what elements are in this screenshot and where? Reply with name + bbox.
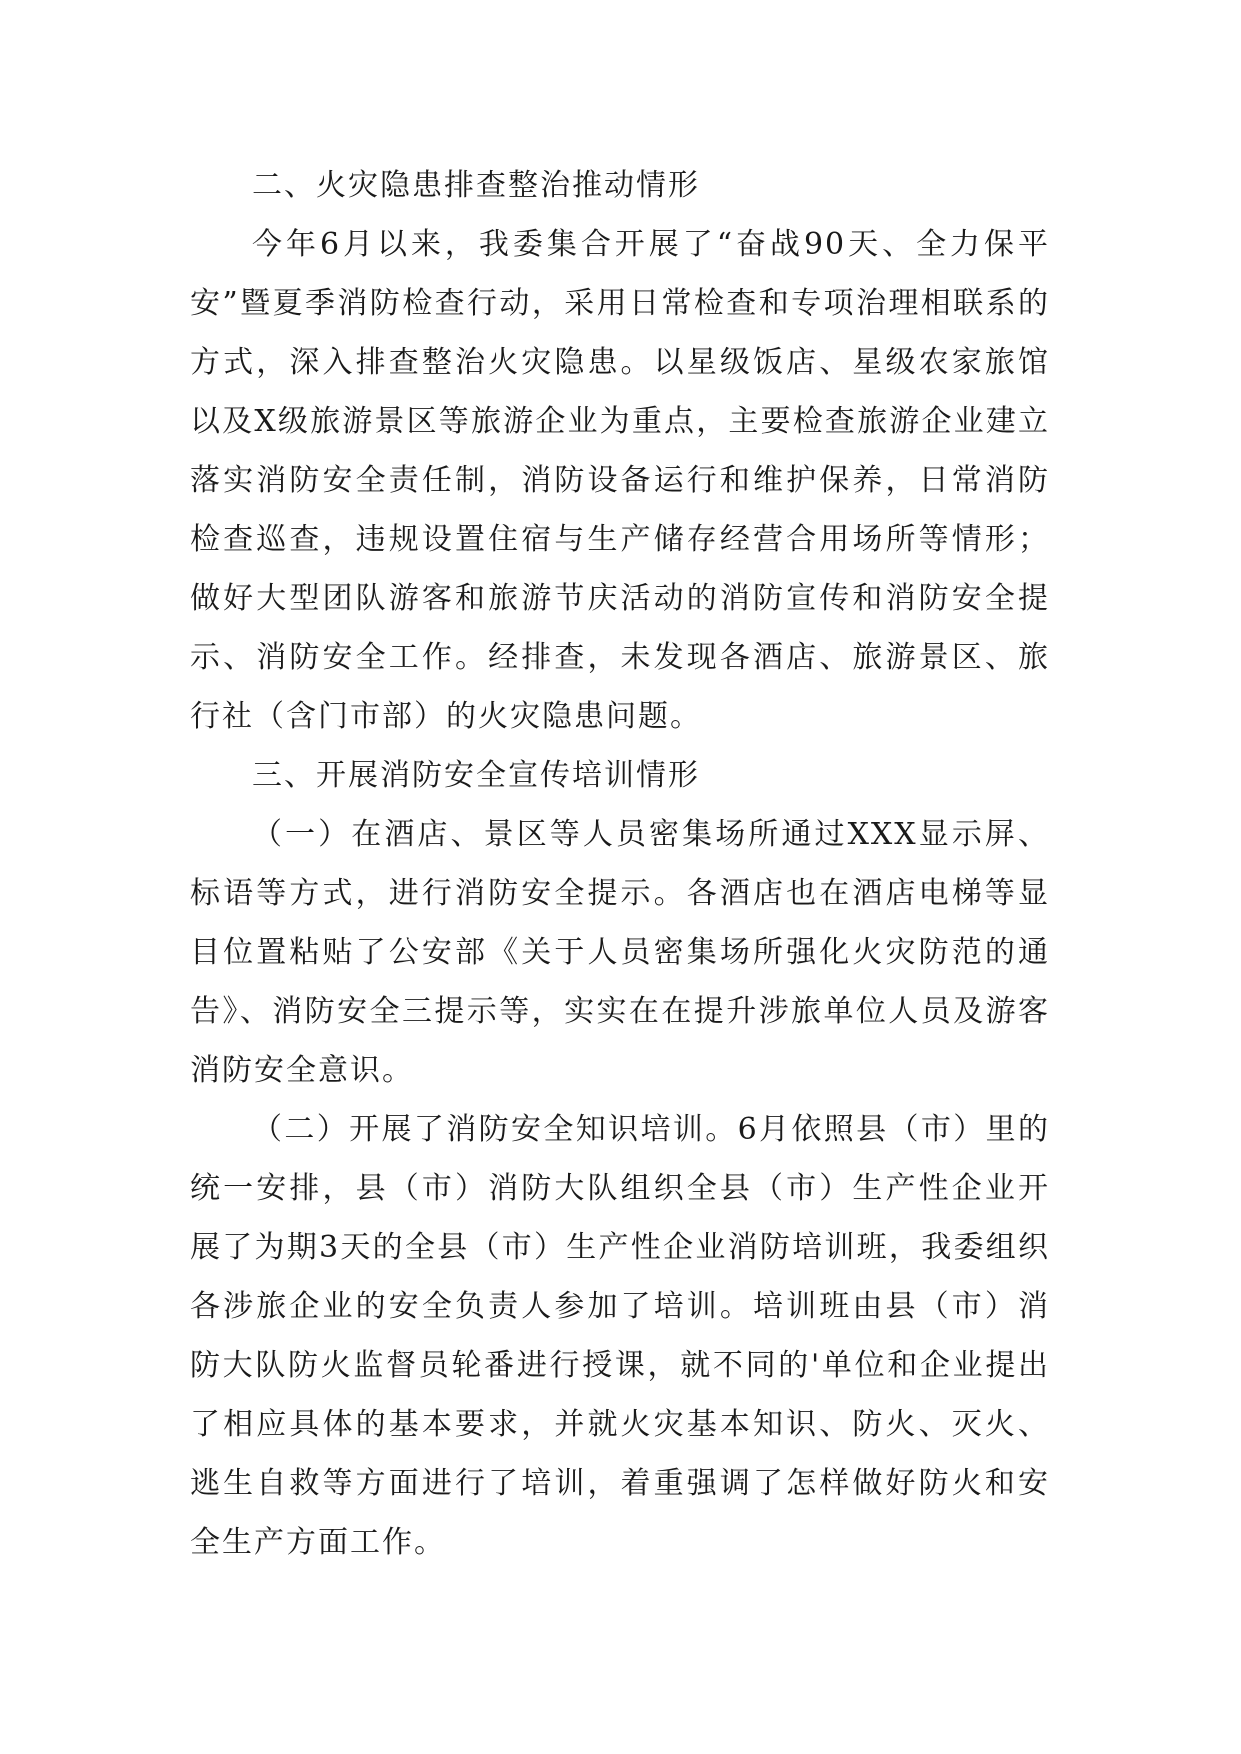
paragraph-fire-hazard-inspection: 今年6月以来，我委集合开展了“奋战90天、全力保平安”暨夏季消防检查行动，采用日常检查和专项治理相联系的方式，深入排查整治火灾隐患。以星级饭店、星级农家旅馆以及X级旅游景区等旅游企业为重点，主要检查旅游企业建立落实消防安全责任制，消防设备运行和维护保养，日常消防检查巡查，违规设置住宿与生产储存经营合用场所等情形；做好大型团队游客和旅游节庆活动的消防宣传和消防安全提示、消防安全工作。经排查，未发现各酒店、旅游景区、旅行社（含门市部）的火灾隐患问题。 <box>190 227 1050 734</box>
paragraph-safety-training: （二）开展了消防安全知识培训。6月依照县（市）里的统一安排，县（市）消防大队组织全县（市）生产性企业开展了为期3天的全县（市）生产性企业消防培训班，我委组织各涉旅企业的安全负责人参加了培训。培训班由县（市）消防大队防火监督员轮番进行授课，就不同的'单位和企业提出了相应具体的基本要求，并就火灾基本知识、防火、灭火、逃生自救等方面进行了培训，着重强调了怎样做好防火和安全生产方面工作。 <box>190 1112 1050 1560</box>
document-body <box>190 156 1050 1572</box>
section-heading-safety-training: 三、开展消防安全宣传培训情形 <box>252 758 700 793</box>
section-heading-fire-hazard: 二、火灾隐患排查整治推动情形 <box>252 168 700 203</box>
paragraph-safety-publicity: （一）在酒店、景区等人员密集场所通过XXX显示屏、标语等方式，进行消防安全提示。各酒店也在酒店电梯等显目位置粘贴了公安部《关于人员密集场所强化火灾防范的通告》、消防安全三提示等，实实在在提升涉旅单位人员及游客消防安全意识。 <box>190 817 1050 1088</box>
